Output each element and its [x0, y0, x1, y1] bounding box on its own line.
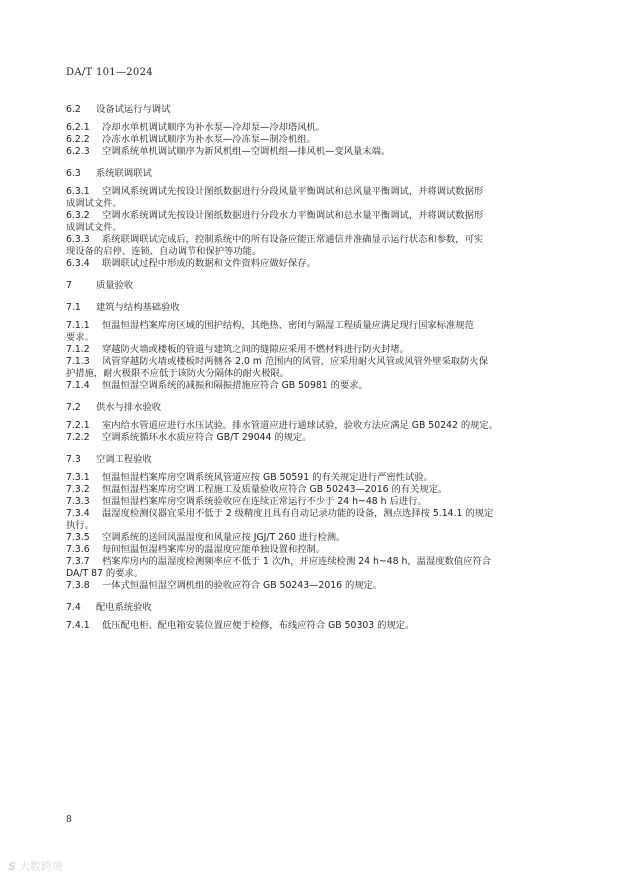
standard-code-header: DA/T 101—2024 — [66, 67, 153, 78]
clause-paragraph — [66, 432, 576, 444]
clause-text: 供水与排水验收 — [96, 402, 162, 413]
clause-text: 档案库房内的温湿度检测频率应不低于 1 次/h，并应连续检测 24 h~48 h，温湿度数值应符合 — [102, 556, 492, 567]
clause-paragraph — [66, 122, 576, 134]
clause-number: 7.1.3 — [66, 356, 90, 367]
clause-number: 7.3.7 — [66, 556, 90, 567]
watermark-text: 大数跨境 — [18, 860, 63, 873]
clause-paragraph — [66, 234, 576, 246]
section-heading — [66, 302, 576, 314]
clause-text: 空调系统单机调试顺序为新风机组—空调机组—排风机—变风量末端。 — [102, 146, 391, 157]
clause-text: 冷冻水单机调试顺序为补水泵—冷冻泵—制冷机组。 — [102, 134, 316, 145]
clause-text: 系统联调联试 — [96, 168, 152, 179]
clause-text: 温湿度检测仪器宜采用不低于 2 级精度且具有自动记录功能的设备，测点选择按 5.14.1 的规定 — [102, 508, 494, 519]
clause-number: 7.2.2 — [66, 432, 90, 443]
clause-text: 空调工程验收 — [96, 454, 152, 465]
clause-continuation: 成调试文件。 — [66, 222, 122, 233]
clause-number: 6.2.2 — [66, 134, 90, 145]
clause-number: 6.3.3 — [66, 234, 90, 245]
clause-text: 恒温恒湿档案库房空调系统验收应在连续正常运行不少于 24 h~48 h 后进行。 — [102, 496, 427, 507]
clause-continuation: DA/T 87 的要求。 — [66, 568, 144, 579]
clause-paragraph — [66, 134, 576, 146]
clause-text: 设备试运行与调试 — [96, 104, 171, 115]
clause-text: 恒温恒湿档案库房空调工程施工及质量验收应符合 GB 50243—2016 的有关规定。 — [102, 484, 448, 495]
clause-number: 7.3.5 — [66, 532, 90, 543]
watermark — [8, 858, 63, 874]
clause-text: 空调系统的送回风温湿度和风量应按 JGJ/T 260 进行检测。 — [102, 532, 346, 543]
clause-number: 7.2 — [66, 402, 81, 413]
clause-text: 穿越防火墙或楼板的管道与建筑之间的缝隙应采用不燃材料进行防火封堵。 — [102, 344, 409, 355]
clause-text: 建筑与结构基础验收 — [96, 302, 180, 313]
clause-continuation: 护措施，耐火极限不应低于该防火分隔体的耐火极限。 — [66, 368, 290, 379]
clause-text: 低压配电柜、配电箱安装位置应便于检修，布线应符合 GB 50303 的规定。 — [102, 620, 415, 631]
clause-paragraph — [66, 320, 576, 332]
clause-number: 6.3.1 — [66, 186, 90, 197]
clause-continuation: 现设备的启停、连锁、自动调节和保护等功能。 — [66, 246, 262, 257]
clause-paragraph — [66, 210, 576, 222]
clause-number: 7.1 — [66, 302, 81, 313]
clause-paragraph — [66, 344, 576, 356]
clause-paragraph — [66, 472, 576, 484]
clause-continuation: 成调试文件。 — [66, 198, 122, 209]
clause-paragraph — [66, 532, 576, 544]
clause-number: 7.3.1 — [66, 472, 90, 483]
clause-text: 恒温恒湿档案库房空调系统风管道应按 GB 50591 的有关规定进行严密性试验。 — [102, 472, 433, 483]
clause-text: 恒温恒湿空调系统的减振和隔振措施应符合 GB 50981 的要求。 — [102, 380, 368, 391]
clause-paragraph — [66, 420, 576, 432]
clause-number: 7.1.1 — [66, 320, 90, 331]
clause-number: 6.2.3 — [66, 146, 90, 157]
section-heading — [66, 454, 576, 466]
clause-number: 7.3.6 — [66, 544, 90, 555]
clause-number: 7.3.2 — [66, 484, 90, 495]
page-number: 8 — [66, 815, 72, 825]
clause-text: 恒温恒湿档案库房区域的围护结构，其绝热、密闭与隔湿工程质量应满足现行国家标准规范 — [102, 320, 474, 331]
clause-number: 6.3.2 — [66, 210, 90, 221]
clause-text: 配电系统验收 — [96, 602, 152, 613]
clause-number: 7.3.8 — [66, 580, 90, 591]
clause-number: 6.2 — [66, 104, 81, 115]
clause-paragraph — [66, 146, 576, 158]
clause-text: 风管穿越防火墙或楼板时两侧各 2.0 m 范围内的风管，应采用耐火风管或风管外壁采取防火保 — [102, 356, 488, 367]
clause-text: 联调联试过程中形成的数据和文件资料应做好保存。 — [102, 258, 316, 269]
clause-paragraph — [66, 580, 576, 592]
clause-paragraph — [66, 508, 576, 520]
clause-text: 空调水系统调试先按设计图纸数据进行分段水力平衡调试和总水量平衡调试，并将调试数据形 — [102, 210, 484, 221]
clause-text: 室内给水管道应进行水压试验。排水管道应进行通球试验，验收方法应满足 GB 50242 的规定。 — [102, 420, 499, 431]
clause-number: 6.2.1 — [66, 122, 90, 133]
clause-number: 7.3 — [66, 454, 81, 465]
clause-number: 7.3.3 — [66, 496, 90, 507]
clause-paragraph — [66, 556, 576, 568]
clause-number: 7.3.4 — [66, 508, 90, 519]
clause-paragraph — [66, 620, 576, 632]
watermark-logo-icon: S — [8, 860, 16, 873]
clause-continuation: 执行。 — [66, 520, 94, 531]
clause-number: 7.4 — [66, 602, 81, 613]
clause-number: 6.3 — [66, 168, 81, 179]
clause-text: 冷却水单机调试顺序为补水泵—冷却泵—冷却塔风机。 — [102, 122, 326, 133]
clause-number: 6.3.4 — [66, 258, 90, 269]
clause-paragraph — [66, 258, 576, 270]
clause-paragraph — [66, 356, 576, 368]
clause-number: 7.2.1 — [66, 420, 90, 431]
clause-text: 一体式恒温恒湿空调机组的验收应符合 GB 50243—2016 的规定。 — [102, 580, 383, 591]
clause-text: 空调系统循环水水质应符合 GB/T 29044 的规定。 — [102, 432, 312, 443]
clause-text: 每间恒温恒湿档案库房的温湿度应能单独设置和控制。 — [102, 544, 326, 555]
clause-continuation: 要求。 — [66, 332, 94, 343]
document-body — [66, 104, 576, 632]
clause-paragraph — [66, 496, 576, 508]
clause-number: 7.1.2 — [66, 344, 90, 355]
clause-number: 7.4.1 — [66, 620, 90, 631]
clause-text: 质量验收 — [96, 280, 134, 291]
clause-text: 系统联调联试完成后，控制系统中的所有设备应能正常通信并准确显示运行状态和参数，可实 — [102, 234, 484, 245]
clause-text: 空调风系统调试先按设计图纸数据进行分段风量平衡调试和总风量平衡调试，并将调试数据形 — [102, 186, 484, 197]
clause-paragraph — [66, 186, 576, 198]
clause-paragraph — [66, 484, 576, 496]
section-heading — [66, 104, 576, 116]
section-heading — [66, 168, 576, 180]
section-heading — [66, 602, 576, 614]
clause-paragraph — [66, 544, 576, 556]
section-heading — [66, 402, 576, 414]
clause-paragraph — [66, 380, 576, 392]
clause-number: 7.1.4 — [66, 380, 90, 391]
clause-number: 7 — [66, 280, 72, 291]
section-heading — [66, 280, 576, 292]
